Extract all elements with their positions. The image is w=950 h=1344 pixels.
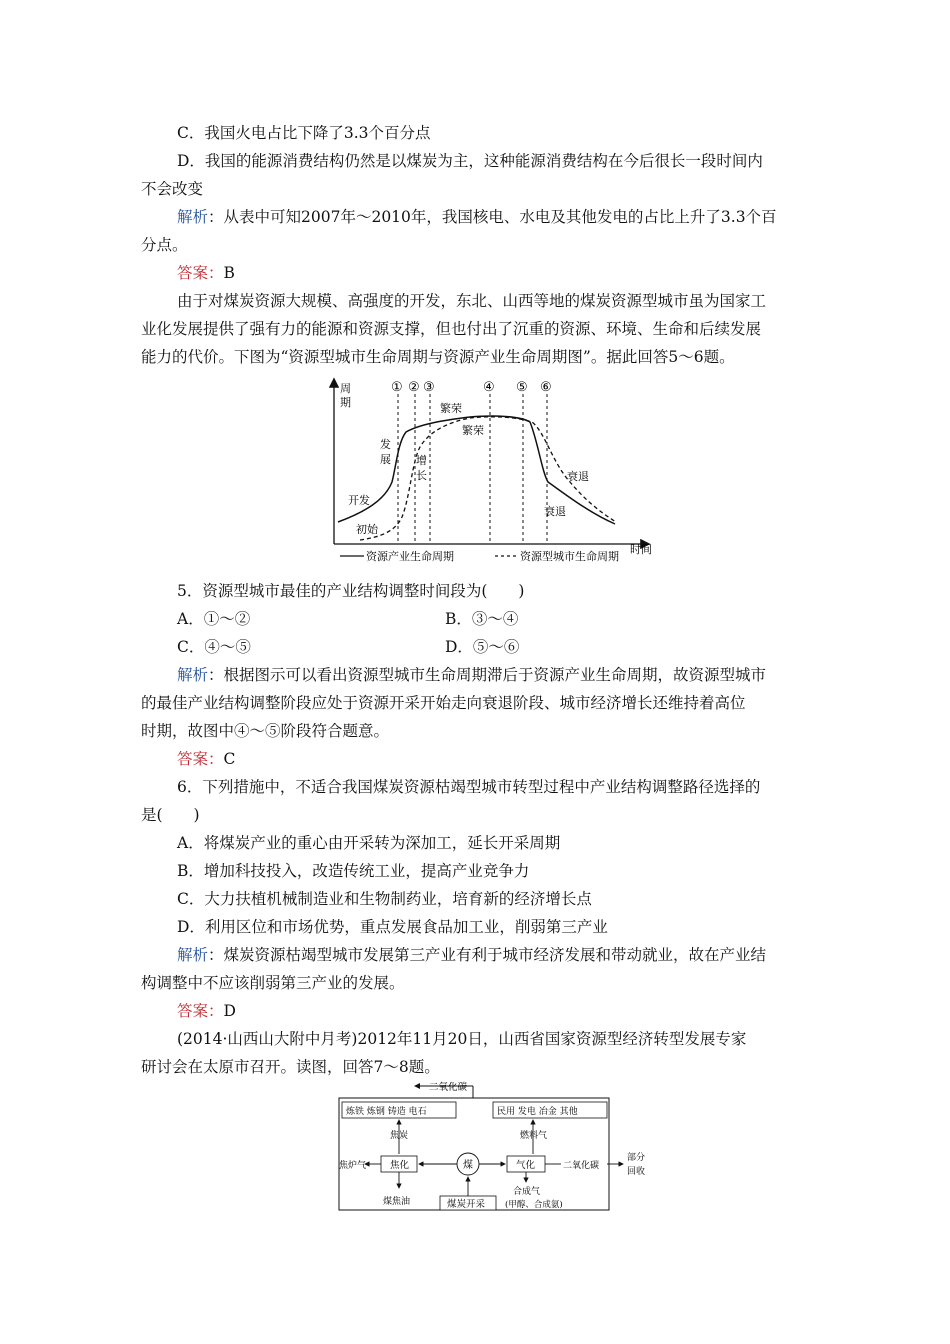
intro56-line1: 由于对煤炭资源大规模、高强度的开发，东北、山西等地的煤炭资源型城市虽为国家工 bbox=[177, 292, 767, 310]
answer-value: B bbox=[223, 264, 235, 282]
marker-1: ① bbox=[391, 380, 403, 395]
analysis-label: 解析 bbox=[177, 946, 209, 964]
q4-option-d: D．我国的能源消费结构仍然是以煤炭为主，这种能源消费结构在今后很长一段时间内 bbox=[177, 152, 763, 170]
q6-option-b: B．增加科技投入，改造传统工业，提高产业竞争力 bbox=[177, 862, 530, 880]
q5-option-b: B．③～④ bbox=[445, 610, 519, 628]
q6-analysis-cont: 构调整中不应该削弱第三产业的发展。 bbox=[141, 974, 405, 992]
q4-analysis-cont: 分点。 bbox=[141, 236, 188, 254]
q4-option-d-cont: 不会改变 bbox=[141, 180, 204, 198]
legend-solid-label: 资源产业生命周期 bbox=[366, 550, 454, 563]
right-industries-label: 民用 发电 冶金 其他 bbox=[497, 1107, 578, 1117]
q6-stem-cont: 是( ) bbox=[141, 806, 200, 824]
q4-analysis bbox=[177, 207, 777, 227]
coke-oven-gas-label: 焦炉气 bbox=[339, 1161, 367, 1171]
label-prosper-2: 繁荣 bbox=[462, 424, 484, 437]
analysis-text: ：根据图示可以看出资源型城市生命周期滞后于资源产业生命周期，故资源型城市 bbox=[208, 666, 767, 684]
coke-label: 焦炭 bbox=[390, 1131, 409, 1141]
analysis-text: ：从表中可知2007年～2010年，我国核电、水电及其他发电的占比上升了3.3个百 bbox=[208, 208, 777, 226]
answer-value: C bbox=[223, 750, 236, 768]
q5-analysis-cont-2: 时期，故图中④～⑤阶段符合题意。 bbox=[141, 722, 390, 740]
q5-option-c: C．④～⑤ bbox=[177, 638, 251, 656]
marker-4: ④ bbox=[483, 380, 495, 395]
partial-label: 部分 bbox=[627, 1153, 646, 1163]
label-grow-2: 长 bbox=[416, 469, 427, 482]
left-industries-label: 炼铁 炼钢 铸造 电石 bbox=[346, 1107, 427, 1117]
q5-option-a: A．①～② bbox=[177, 610, 251, 628]
q4-answer bbox=[177, 263, 235, 283]
coal-flow-figure bbox=[333, 1078, 663, 1214]
y-axis-label-2: 期 bbox=[340, 396, 351, 409]
intro78-line1: (2014·山西山大附中月考)2012年11月20日，山西省国家资源型经济转型发展专家 bbox=[177, 1030, 747, 1048]
answer-label: 答案： bbox=[177, 750, 224, 768]
x-axis-label: 时间 bbox=[630, 543, 652, 556]
coal-label: 煤 bbox=[463, 1160, 473, 1171]
q5-stem: 5．资源型城市最佳的产业结构调整时间段为( ) bbox=[177, 582, 525, 600]
q6-analysis bbox=[177, 945, 766, 965]
marker-6: ⑥ bbox=[540, 380, 552, 395]
co2-top-label: 二氧化碳 bbox=[429, 1082, 468, 1093]
q6-option-c: C．大力扶植机械制造业和生物制药业，培育新的经济增长点 bbox=[177, 890, 592, 908]
recycle-label: 回收 bbox=[627, 1167, 646, 1177]
label-develop-1: 发 bbox=[380, 438, 391, 451]
label-decline-2: 衰退 bbox=[544, 505, 566, 518]
life-cycle-figure bbox=[320, 372, 665, 564]
label-initial: 初始 bbox=[356, 523, 378, 536]
mining-label: 煤炭开采 bbox=[447, 1199, 486, 1210]
intro78-line2: 研讨会在太原市召开。读图，回答7～8题。 bbox=[141, 1058, 440, 1076]
answer-label: 答案： bbox=[177, 264, 224, 282]
q5-analysis-cont-1: 的最佳产业结构调整阶段应处于资源开采开始走向衰退阶段、城市经济增长还维持着高位 bbox=[141, 694, 746, 712]
label-prosper-1: 繁荣 bbox=[440, 402, 462, 415]
y-axis-label-1: 周 bbox=[340, 382, 351, 395]
legend-dashed-label: 资源型城市生命周期 bbox=[520, 550, 619, 563]
analysis-label: 解析 bbox=[177, 208, 209, 226]
analysis-text: ：煤炭资源枯竭型城市发展第三产业有利于城市经济发展和带动就业，故在产业结 bbox=[208, 946, 767, 964]
q6-answer bbox=[177, 1001, 236, 1021]
q5-analysis bbox=[177, 665, 766, 685]
answer-label: 答案： bbox=[177, 1002, 224, 1020]
syngas-products-label: (甲醇、合成氨) bbox=[505, 1200, 563, 1210]
q5-answer bbox=[177, 749, 235, 769]
q6-option-d: D．利用区位和市场优势，重点发展食品加工业，削弱第三产业 bbox=[177, 918, 608, 936]
intro56-line3: 能力的代价。下图为“资源型城市生命周期与资源产业生命周期图”。据此回答5～6题。 bbox=[141, 348, 735, 366]
marker-3: ③ bbox=[423, 380, 435, 395]
marker-2: ② bbox=[408, 380, 420, 395]
label-decline-1: 衰退 bbox=[567, 470, 589, 483]
coal-tar-label: 煤焦油 bbox=[383, 1197, 411, 1207]
fuel-gas-label: 燃料气 bbox=[520, 1131, 548, 1141]
marker-5: ⑤ bbox=[516, 380, 528, 395]
q4-option-c: C．我国火电占比下降了3.3个百分点 bbox=[177, 124, 431, 142]
answer-value: D bbox=[223, 1002, 236, 1020]
label-open: 开发 bbox=[348, 494, 370, 507]
intro56-line2: 业化发展提供了强有力的能源和资源支撑，但也付出了沉重的资源、环境、生命和后续发展 bbox=[141, 320, 762, 338]
label-grow-1: 增 bbox=[416, 454, 427, 467]
label-develop-2: 展 bbox=[380, 453, 391, 466]
gasify-label: 气化 bbox=[516, 1160, 536, 1171]
syngas-label: 合成气 bbox=[513, 1187, 541, 1197]
q6-stem: 6．下列措施中，不适合我国煤炭资源枯竭型城市转型过程中产业结构调整路径选择的 bbox=[177, 778, 761, 796]
coking-label: 焦化 bbox=[390, 1160, 410, 1171]
q5-option-d: D．⑤～⑥ bbox=[445, 638, 520, 656]
co2-right-label: 二氧化碳 bbox=[563, 1161, 600, 1171]
q6-option-a: A．将煤炭产业的重心由开采转为深加工，延长开采周期 bbox=[177, 834, 561, 852]
analysis-label: 解析 bbox=[177, 666, 209, 684]
